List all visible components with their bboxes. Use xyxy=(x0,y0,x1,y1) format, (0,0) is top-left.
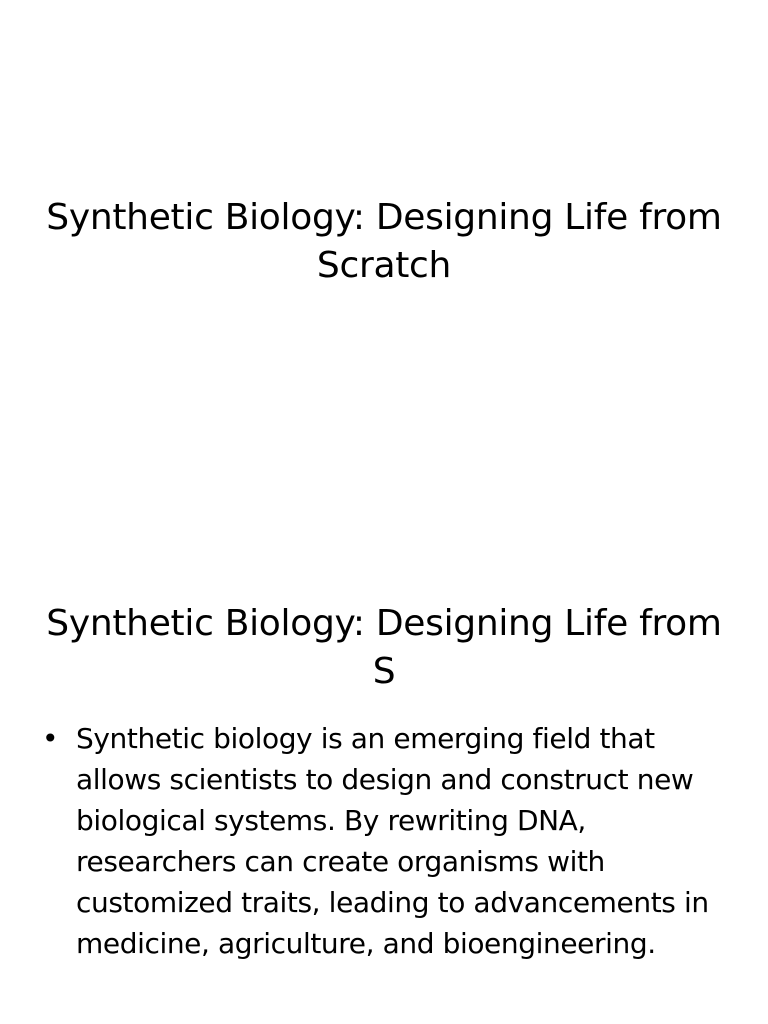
bullet-item xyxy=(40,718,728,964)
title-slide-heading: Synthetic Biology: Designing Life from Scratch xyxy=(46,197,722,286)
bullet-text: Synthetic biology is an emerging field that allows scientists to design and construct new biological systems. By rewriting DNA, researchers can create organisms with customized traits, leading to advancements in medicine, agriculture, and bioengineering. xyxy=(76,722,709,960)
content-slide xyxy=(0,512,768,1024)
bullet-icon: • xyxy=(42,722,59,755)
bullet-list xyxy=(40,718,728,964)
content-slide-heading: Synthetic Biology: Designing Life from S xyxy=(46,603,722,692)
